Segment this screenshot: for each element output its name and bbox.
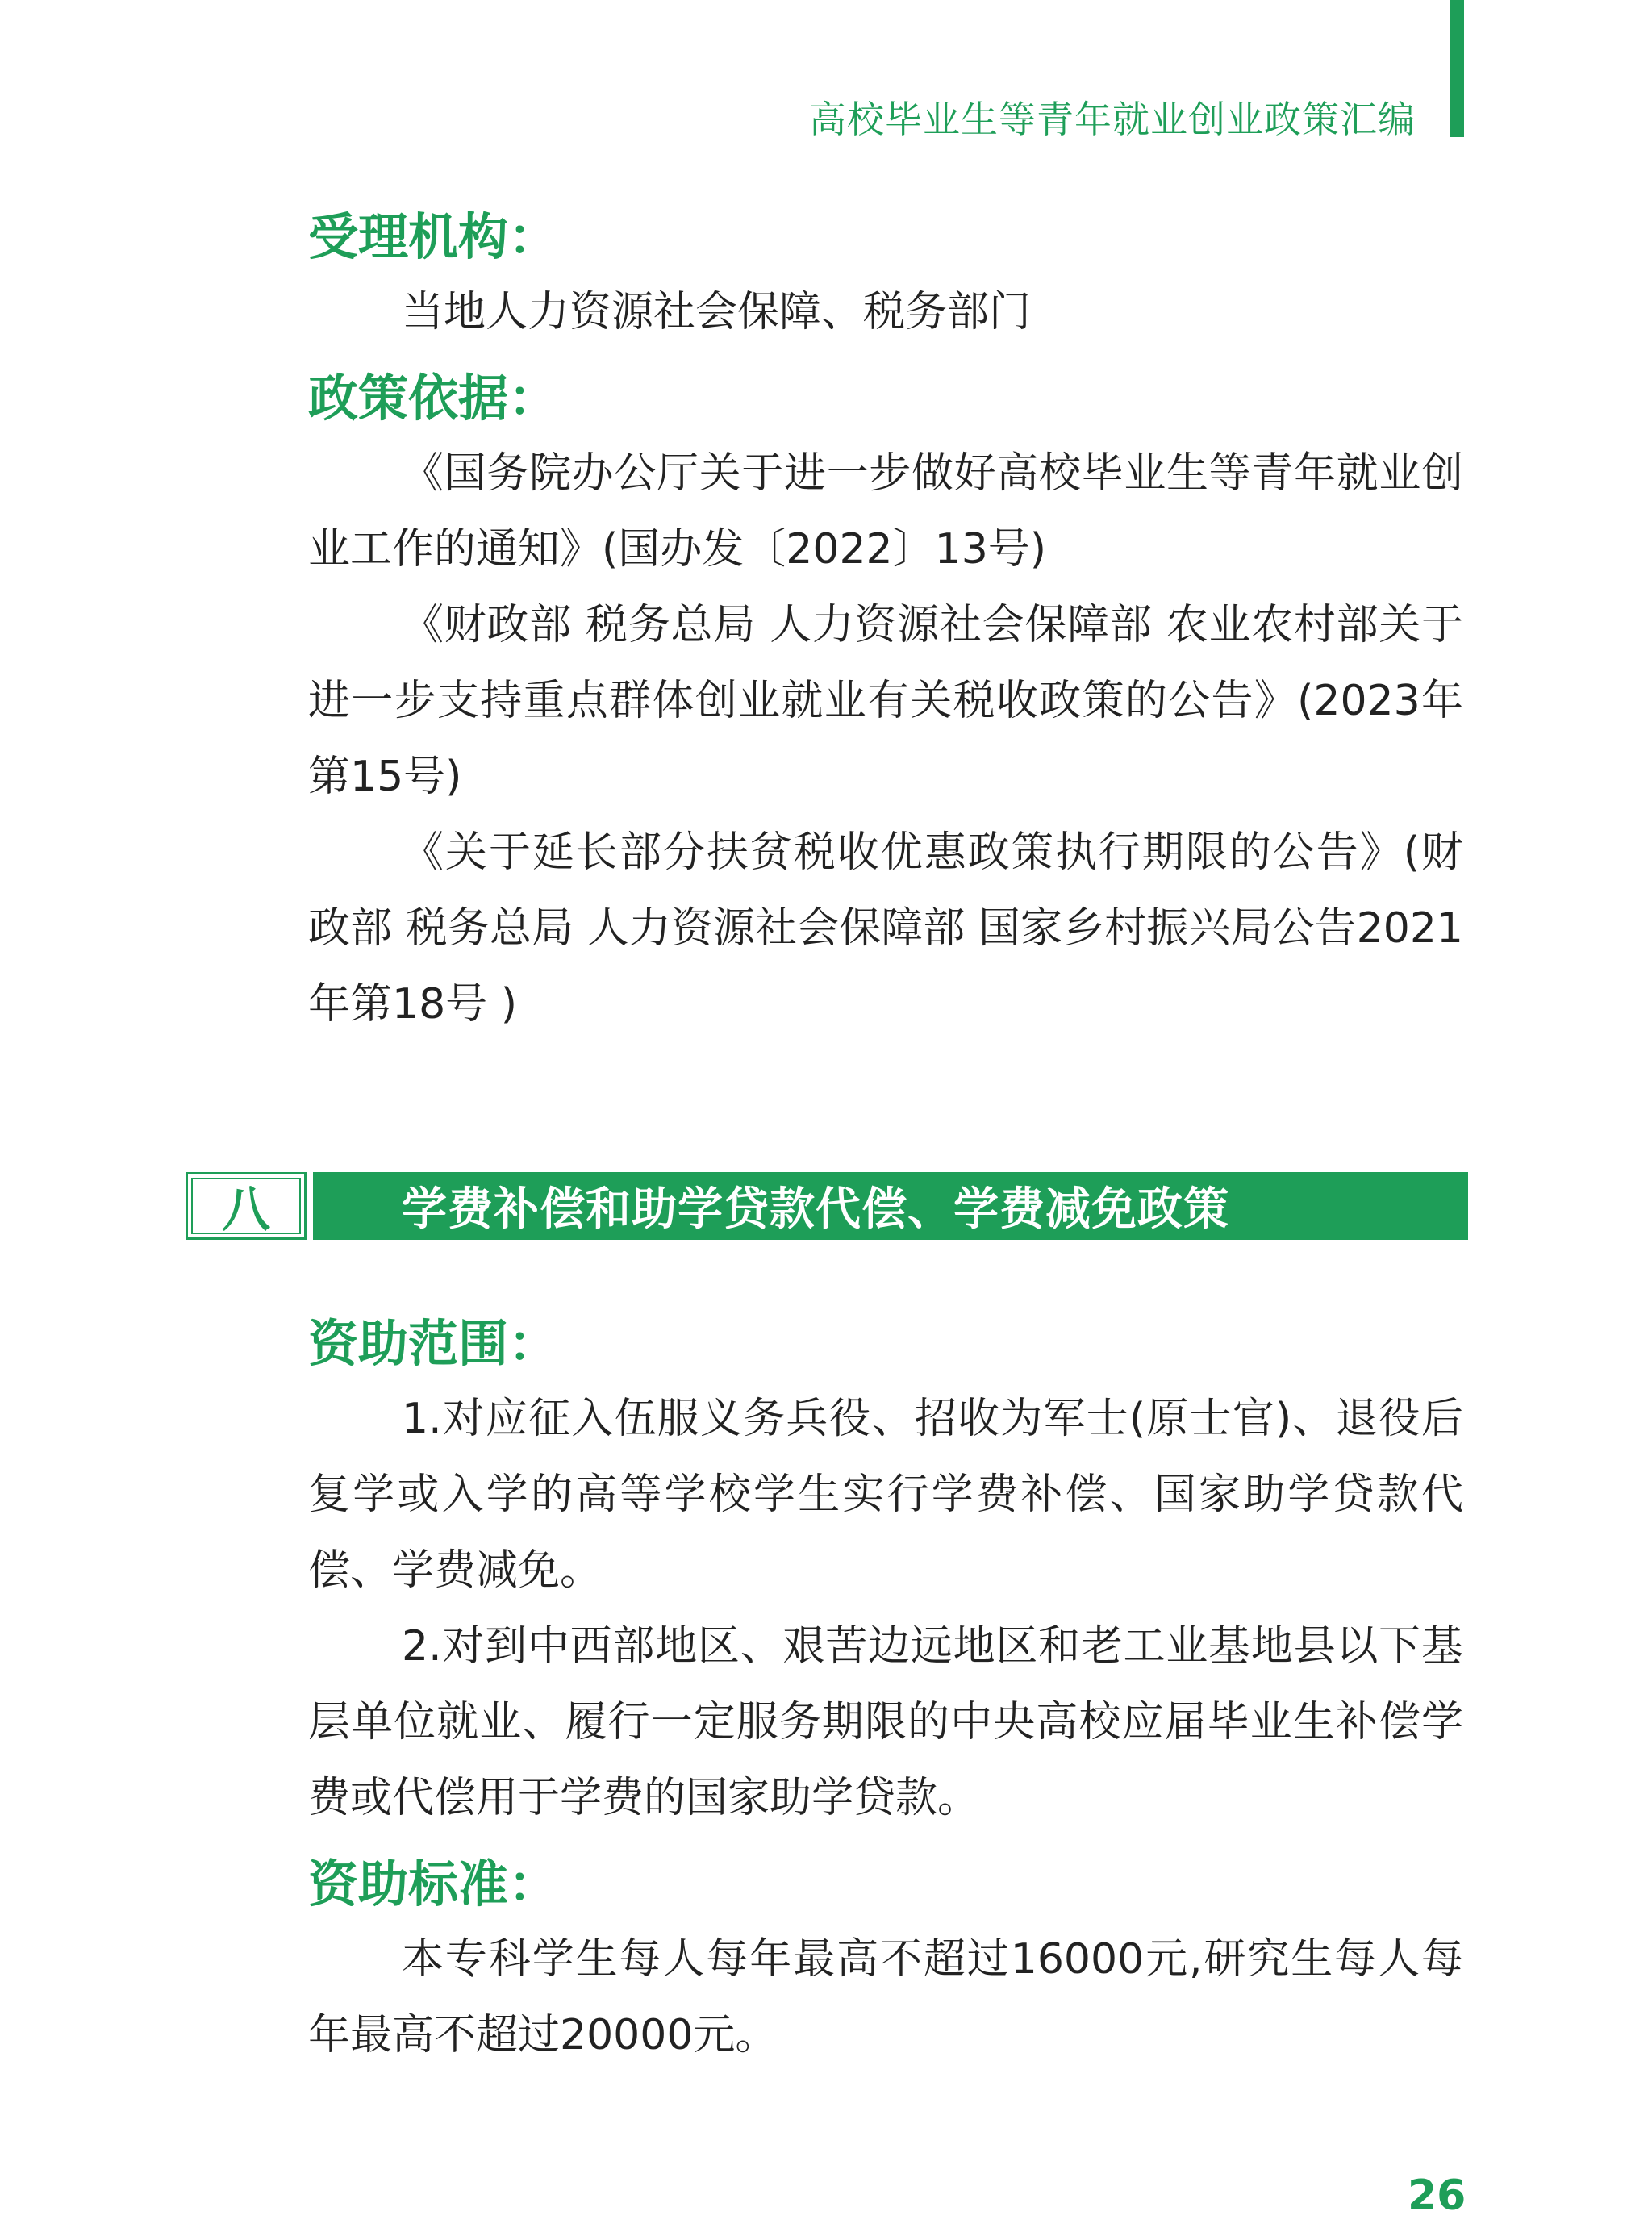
policy-basis-item: 《关于延长部分扶贫税收优惠政策执行期限的公告》(财政部 税务总局 人力资源社会保障部 国家乡村振兴局公告2021年第18号 ) (308, 828, 1463, 1028)
running-header-title: 高校毕业生等青年就业创业政策汇编 (809, 98, 1416, 141)
section-number: 八 (191, 1178, 301, 1234)
accepting-agency-text: 当地人力资源社会保障、税务部门 (402, 288, 1032, 336)
policy-basis-item: 《财政部 税务总局 人力资源社会保障部 农业农村部关于进一步支持重点群体创业就业有关税收政策的公告》(2023年第15号) (308, 601, 1463, 801)
header-accent-bar (1450, 0, 1464, 137)
scope-item: 2.对到中西部地区、艰苦边远地区和老工业基地县以下基层单位就业、履行一定服务期限的中央高校应届毕业生补偿学费或代偿用于学费的国家助学贷款。 (308, 1622, 1463, 1822)
standard-text: 本专科学生每人每年最高不超过16000元,研究生每人每年最高不超过20000元。 (308, 1935, 1463, 2059)
top-content (308, 200, 1463, 1042)
section-number-box (186, 1172, 307, 1240)
policy-basis-item: 《国务院办公厅关于进一步做好高校毕业生等青年就业创业工作的通知》(国办发〔2022〕13号) (308, 449, 1463, 574)
section-title: 学费补偿和助学贷款代偿、学费减免政策 (313, 1172, 1468, 1240)
page-number: 26 (1408, 2172, 1466, 2220)
scope-heading: 资助范围： (308, 1314, 559, 1373)
bottom-content (308, 1307, 1463, 2073)
section-banner (186, 1172, 1283, 1243)
accepting-agency-heading: 受理机构： (308, 207, 559, 266)
scope-item: 1.对应征入伍服义务兵役、招收为军士(原士官)、退役后复学或入学的高等学校学生实行学费补偿、国家助学贷款代偿、学费减免。 (308, 1395, 1463, 1595)
standard-heading: 资助标准： (308, 1855, 559, 1913)
policy-basis-heading: 政策依据： (308, 369, 559, 428)
